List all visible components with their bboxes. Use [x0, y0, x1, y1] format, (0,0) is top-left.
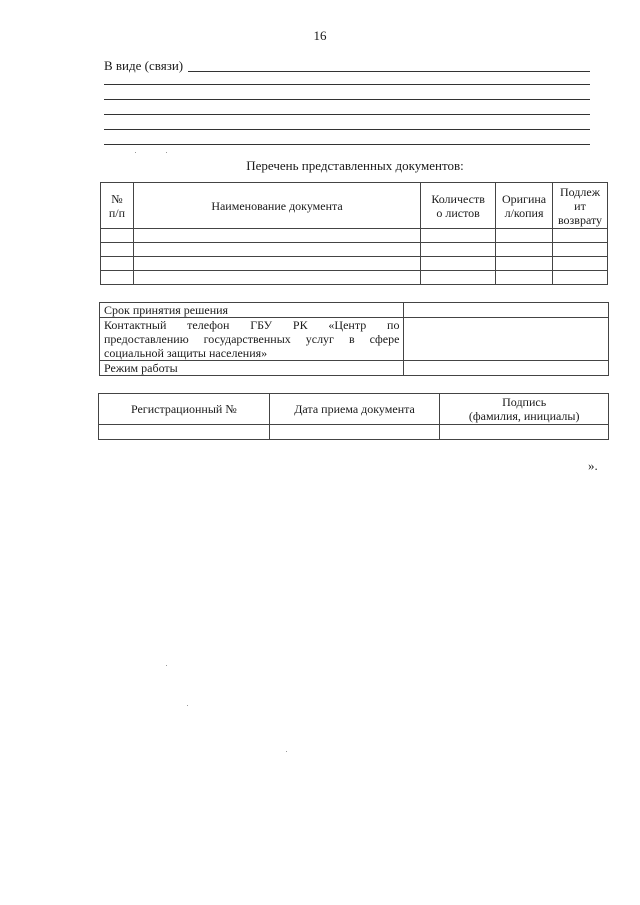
header-original-copy: Оригина л/копия	[496, 183, 553, 229]
table-header-row	[101, 183, 608, 229]
table-row	[100, 361, 609, 376]
table-row	[101, 229, 608, 243]
contact-phone-value[interactable]	[404, 318, 609, 361]
header-number: № п/п	[101, 183, 134, 229]
work-mode-value[interactable]	[404, 361, 609, 376]
documents-list-title: Перечень представленных документов:	[246, 158, 464, 173]
table-row	[100, 303, 609, 318]
decision-term-label: Срок принятия решения	[100, 303, 404, 318]
fill-line[interactable]	[104, 144, 590, 145]
closing-quote: ».	[588, 458, 598, 473]
scan-speck	[286, 751, 287, 752]
scan-speck	[135, 152, 136, 153]
table-row	[101, 271, 608, 285]
header-sheet-count: Количеств о листов	[421, 183, 496, 229]
table-row	[99, 425, 609, 440]
header-return: Подлеж ит возврату	[553, 183, 608, 229]
scan-speck	[166, 152, 167, 153]
table-row	[100, 318, 609, 361]
header-signature: Подпись (фамилия, инициалы)	[440, 394, 609, 425]
work-mode-label: Режим работы	[100, 361, 404, 376]
contact-phone-label: Контактный телефон ГБУ РК «Центр по предоставлению государственных услуг в сфере социальной защиты населения»	[100, 318, 404, 361]
fill-line[interactable]	[188, 71, 590, 72]
documents-table	[100, 182, 608, 285]
form-label: В виде (связи)	[104, 58, 184, 73]
page-number: 16	[313, 28, 327, 43]
fill-line[interactable]	[104, 114, 590, 115]
registration-table	[98, 393, 609, 440]
header-document-name: Наименование документа	[133, 183, 420, 229]
fill-line[interactable]	[104, 129, 590, 130]
table-row	[101, 257, 608, 271]
fill-line[interactable]	[104, 99, 590, 100]
header-registration-number: Регистрационный №	[99, 394, 270, 425]
info-table	[99, 302, 609, 376]
scan-speck	[187, 705, 188, 706]
fill-line[interactable]	[104, 84, 590, 85]
header-receive-date: Дата приема документа	[269, 394, 440, 425]
table-row	[101, 243, 608, 257]
decision-term-value[interactable]	[404, 303, 609, 318]
scan-speck	[166, 665, 167, 666]
table-header-row	[99, 394, 609, 425]
